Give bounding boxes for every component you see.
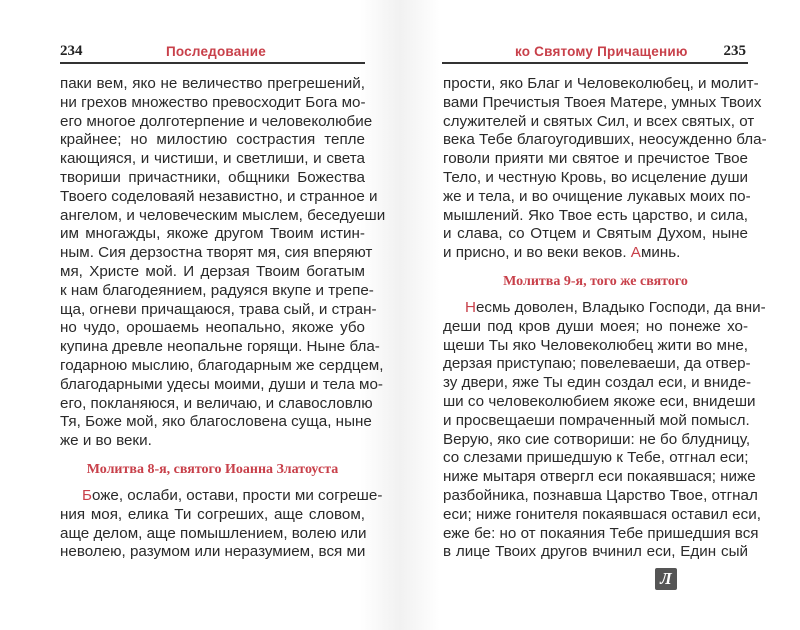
line-text: ным. Сия дерзостна творят мя, сия вперяют	[60, 244, 373, 262]
line-text: Тя, Боже мой, яко благословена суща, ныне	[60, 413, 372, 431]
text-line	[60, 413, 372, 432]
line-text: крайнее; но милостию сострастия тепле	[60, 131, 365, 149]
line-text: ща, огневи причащаюся, трава сый, и стран-	[60, 300, 377, 318]
page-body	[443, 75, 767, 562]
text-line	[443, 169, 748, 188]
text-line	[443, 374, 752, 393]
red-initial: Н	[465, 298, 476, 316]
text-line	[60, 394, 373, 414]
line-text: его, покланяюся, и величаю, и славословлю	[60, 394, 373, 412]
text-line	[443, 75, 759, 94]
line-text: дерзая приступаю; повелеваеши, да отвер-	[443, 355, 751, 373]
text-line	[60, 281, 374, 301]
line-text: со слезами пришедшую к Тебе, отгнал еси;	[443, 449, 749, 467]
text-line	[443, 112, 755, 132]
running-title: Последование	[166, 44, 266, 59]
line-text: разбойника, познавша Царство Твое, отгнал	[443, 486, 758, 504]
page-body	[60, 75, 386, 562]
line-text: и присно, и во веки веков.	[443, 244, 631, 262]
text-line	[60, 525, 365, 544]
line-text: щеши Ты яко Человеколюбец жити во мне,	[443, 336, 748, 354]
text-line	[443, 187, 751, 207]
line-text: благодарными удесы моими, души и тела мо-	[60, 375, 383, 393]
line-text: минь.	[640, 244, 681, 262]
line-text: твориши причастники, общники Божества	[60, 168, 365, 186]
line-text: Верую, яко сие сотвориши: не бо блудницу,	[443, 430, 751, 448]
text-line	[443, 392, 756, 412]
line-text: вами Пречистыя Твоея Матере, умных Твоих	[443, 93, 762, 111]
line-text: Тело, и честную Кровь, во исцеление души	[443, 168, 748, 186]
text-line	[443, 543, 748, 562]
text-line	[60, 112, 373, 132]
text-line	[443, 150, 748, 169]
text-line	[60, 244, 373, 263]
text-line	[60, 543, 365, 562]
text-line	[60, 206, 386, 226]
text-line	[60, 75, 365, 94]
line-text: и просвещаеши помраченный мой помысл.	[443, 411, 750, 429]
line-text: ангелом, и человеческим мыслем, беседуеши	[60, 206, 386, 224]
text-line	[443, 244, 748, 263]
line-text: паки вем, яко не величество прегрешений,	[60, 75, 365, 92]
text-line	[60, 506, 365, 525]
text-line	[60, 94, 365, 113]
text-line	[443, 468, 756, 487]
text-line	[443, 430, 751, 450]
text-line	[443, 337, 748, 356]
line-text: говоли прияти ми святое и пречистое Твое	[443, 150, 748, 168]
text-line	[443, 486, 758, 506]
prayer-heading: Молитва 8-я, святого Иоанна Златоуста	[86, 461, 339, 477]
text-line	[443, 93, 762, 113]
line-text: купина древле неопальне горящи. Ныне бла-	[60, 338, 380, 356]
line-text: же и тела, и во очищение лукавых моих по-	[443, 187, 751, 205]
text-line	[60, 486, 383, 506]
line-text: мышлений. Яко Твое есть царство, и сила,	[443, 206, 748, 224]
line-text: аще делом, аще помышлением, волею или	[60, 524, 367, 542]
text-line	[443, 298, 766, 318]
red-initial: Б	[82, 486, 92, 504]
text-line	[443, 505, 761, 525]
line-text: к нам благодеянием, радуяся вкупе и трепе-	[60, 281, 374, 299]
line-text: еже бе: но от покаяния Тебе пришедшия вся	[443, 524, 759, 542]
line-text: ни грехов множество превосходит Бога мо-	[60, 93, 366, 111]
line-text: служителей и святых Сил, и всех святых, от	[443, 112, 755, 130]
line-text: деши под кров души моея; но понеже хо-	[443, 317, 748, 335]
text-line	[60, 131, 365, 150]
text-line	[60, 263, 365, 282]
page-number: 234	[60, 43, 83, 59]
text-line	[60, 225, 365, 244]
text-line	[60, 319, 365, 338]
page-number: 235	[723, 43, 746, 59]
line-text: есмь доволен, Владыко Господи, да вни-	[475, 298, 766, 316]
running-header	[442, 42, 748, 64]
text-line	[60, 356, 384, 376]
line-text: неволею, разумом или неразумием, вся ми	[60, 543, 366, 561]
text-line	[443, 449, 748, 468]
line-text: зу двери, яже Ты един создал еси, и вниде-	[443, 374, 752, 392]
line-text: Твоего соделоваяй независтно, и странное и	[60, 187, 378, 205]
line-text: оже, ослаби, остави, прости ми согреше-	[91, 486, 383, 504]
line-text: годарною мыслию, благодарным же сердцем,	[60, 356, 384, 374]
running-title: ко Святому Причащению	[515, 44, 688, 59]
text-line	[443, 131, 767, 150]
text-line	[443, 318, 748, 337]
text-line	[60, 300, 377, 320]
line-text: в лице Твоих другов вчинил еси, Един сый	[443, 543, 748, 561]
line-text: его многое долготерпение и человеколюбие	[60, 112, 373, 130]
line-text: кающияся, и чистиши, и светлиши, и света	[60, 150, 365, 168]
line-text: еси; ниже гонителя покаявшася оставил еси,	[443, 505, 761, 523]
text-line	[443, 412, 748, 431]
line-text: прости, яко Благ и Человеколюбец, и молит-	[443, 75, 759, 92]
line-text: ния моя, елика Ти согреших, аще словом,	[60, 505, 365, 523]
text-line	[60, 375, 383, 395]
line-text: века Тебе благоугодивших, неосужденно бла-	[443, 131, 767, 149]
text-line	[60, 338, 380, 357]
prayer-heading: Молитва 9-я, того же святого	[503, 273, 688, 289]
line-text: мя, Христе мой. И дерзая Твоим богатым	[60, 262, 365, 280]
text-line	[443, 524, 759, 544]
line-text: ниже мытаря отвергл еси покаявшася; ниже	[443, 468, 756, 486]
red-initial: А	[630, 244, 641, 262]
line-text: ши со человеколюбием якоже еси, внидеши	[443, 392, 756, 410]
right-page	[400, 0, 800, 630]
running-header	[60, 42, 365, 64]
line-text: им многажды, якоже другом Твоим истин-	[60, 225, 365, 243]
text-line	[443, 207, 748, 226]
publisher-logo-watermark: Л	[655, 568, 677, 590]
text-line	[60, 432, 365, 451]
text-line	[443, 355, 751, 374]
text-line	[60, 187, 378, 207]
line-text: же и во веки.	[60, 432, 152, 450]
text-line	[60, 150, 365, 169]
text-line	[443, 225, 748, 244]
line-text: и слава, со Отцем и Святым Духом, ныне	[443, 225, 748, 243]
text-line	[60, 169, 365, 188]
line-text: но чудо, орошаемь неопально, якоже убо	[60, 319, 365, 337]
